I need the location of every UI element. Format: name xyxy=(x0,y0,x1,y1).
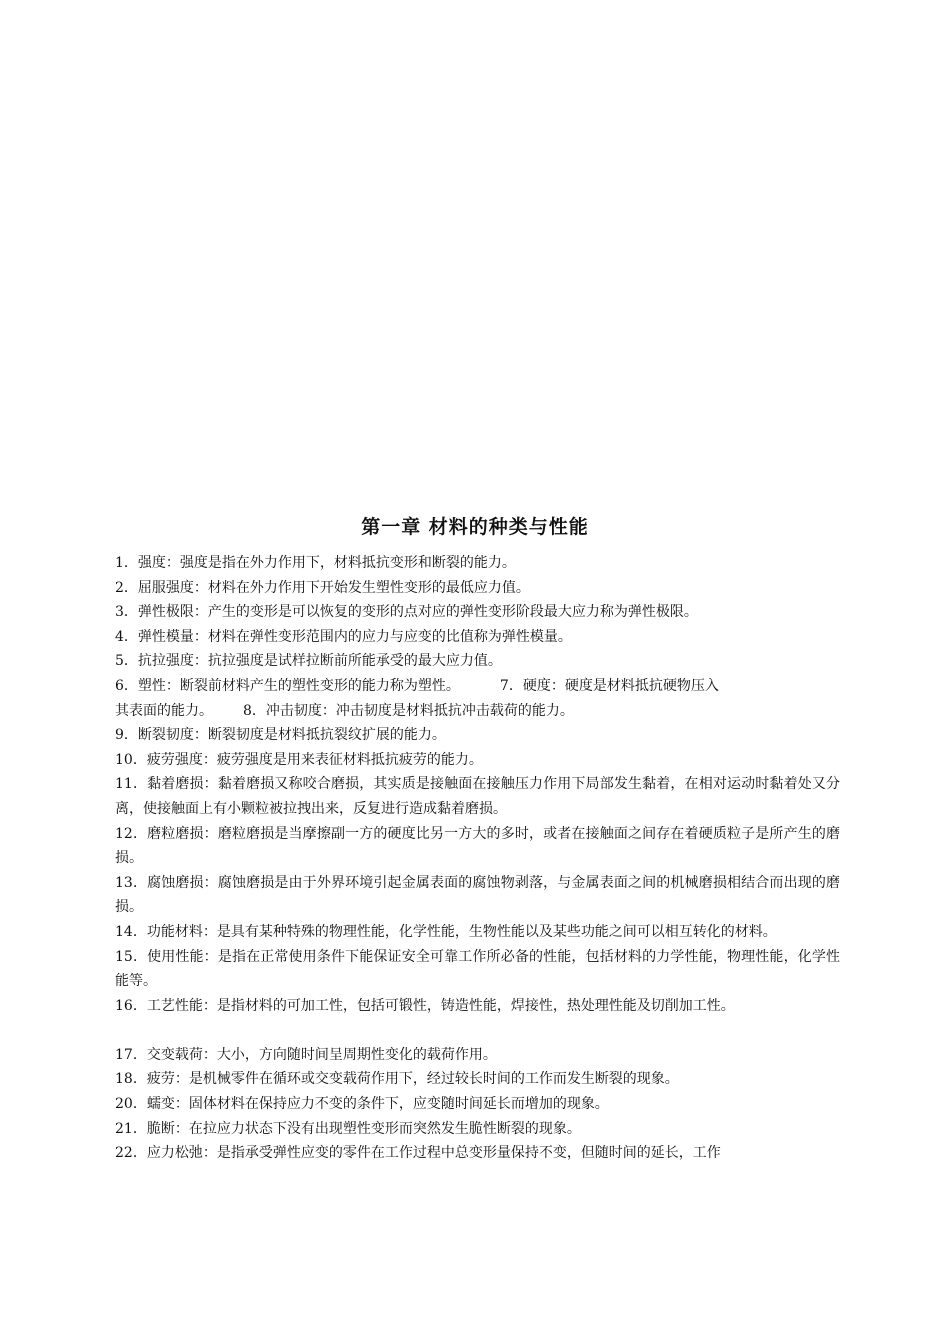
definition-fracture-toughness: 9．断裂韧度：断裂韧度是材料抵抗裂纹扩展的能力。 xyxy=(115,727,446,744)
definition-impact-toughness: 8．冲击韧度：冲击韧度是材料抵抗冲击载荷的能力。 xyxy=(243,702,574,719)
definition-alternating-load: 17．交变载荷：大小，方向随时间呈周期性变化的载荷作用。 xyxy=(115,1046,497,1063)
definition-list xyxy=(115,551,840,1166)
definition-fatigue-strength: 10．疲劳强度：疲劳强度是用来表征材料抵抗疲劳的能力。 xyxy=(115,751,483,768)
definition-tensile-strength: 5．抗拉强度：抗拉强度是试样拉断前所能承受的最大应力值。 xyxy=(115,653,502,670)
definition-service-performance: 15．使用性能：是指在正常使用条件下能保证安全可靠工作所必备的性能，包括材料的力学性能，物理性能，化学性能等。 xyxy=(115,948,840,990)
definition-fatigue: 18．疲劳：是机械零件在循环或交变载荷作用下，经过较长时间的工作而发生断裂的现象。 xyxy=(115,1071,679,1088)
definition-plasticity-hardness-line xyxy=(115,674,840,699)
definition-stress-relaxation: 22．应力松弛：是指承受弹性应变的零件在工作过程中总变形量保持不变，但随时间的延长，工作 xyxy=(115,1145,721,1162)
definition-functional-material: 14．功能材料：是具有某种特殊的物理性能，化学性能，生物性能以及某些功能之间可以相互转化的材料。 xyxy=(115,923,777,940)
definition-yield-strength: 2．屈服强度：材料在外力作用下开始发生塑性变形的最低应力值。 xyxy=(115,579,530,596)
definition-brittle-fracture: 21．脆断：在拉应力状态下没有出现塑性变形而突然发生脆性断裂的现象。 xyxy=(115,1120,581,1137)
definition-process-performance: 16．工艺性能：是指材料的可加工性，包括可锻性，铸造性能，焊接性，热处理性能及切削加工性。 xyxy=(115,997,735,1014)
definition-elastic-modulus: 4．弹性模量：材料在弹性变形范围内的应力与应变的比值称为弹性模量。 xyxy=(115,628,572,645)
definition-adhesive-wear: 11．黏着磨损：黏着磨损又称咬合磨损，其实质是接触面在接触压力作用下局部发生黏着，在相对运动时黏着处又分离，使接触面上有小颗粒被拉拽出来，反复进行造成黏着磨损。 xyxy=(115,776,840,817)
blank-line xyxy=(115,1018,840,1043)
definition-plasticity: 6．塑性：断裂前材料产生的塑性变形的能力称为塑性。 xyxy=(115,677,460,694)
definition-abrasive-wear: 12．磨粒磨损：磨粒磨损是当摩擦副一方的硬度比另一方大的多时，或者在接触面之间存在着硬质粒子是所产生的磨损。 xyxy=(115,825,840,867)
definition-elastic-limit: 3．弹性极限：产生的变形是可以恢复的变形的点对应的弹性变形阶段最大应力称为弹性极限。 xyxy=(115,604,698,621)
chapter-title: 第一章 材料的种类与性能 xyxy=(361,516,589,538)
definition-strength: 1．强度：强度是指在外力作用下，材料抵抗变形和断裂的能力。 xyxy=(115,555,516,571)
definition-creep: 20．蠕变：固体材料在保持应力不变的条件下，应变随时间延长而增加的现象。 xyxy=(115,1096,609,1113)
definition-hardness-start: 7．硬度：硬度是材料抵抗硬物压入 xyxy=(499,677,719,694)
definition-hardness-impact-line xyxy=(115,699,840,724)
definition-corrosive-wear: 13．腐蚀磨损：腐蚀磨损是由于外界环境引起金属表面的腐蚀物剥落，与金属表面之间的机械磨损相结合而出现的磨损。 xyxy=(115,874,840,916)
definition-hardness-end: 其表面的能力。 xyxy=(115,702,213,719)
